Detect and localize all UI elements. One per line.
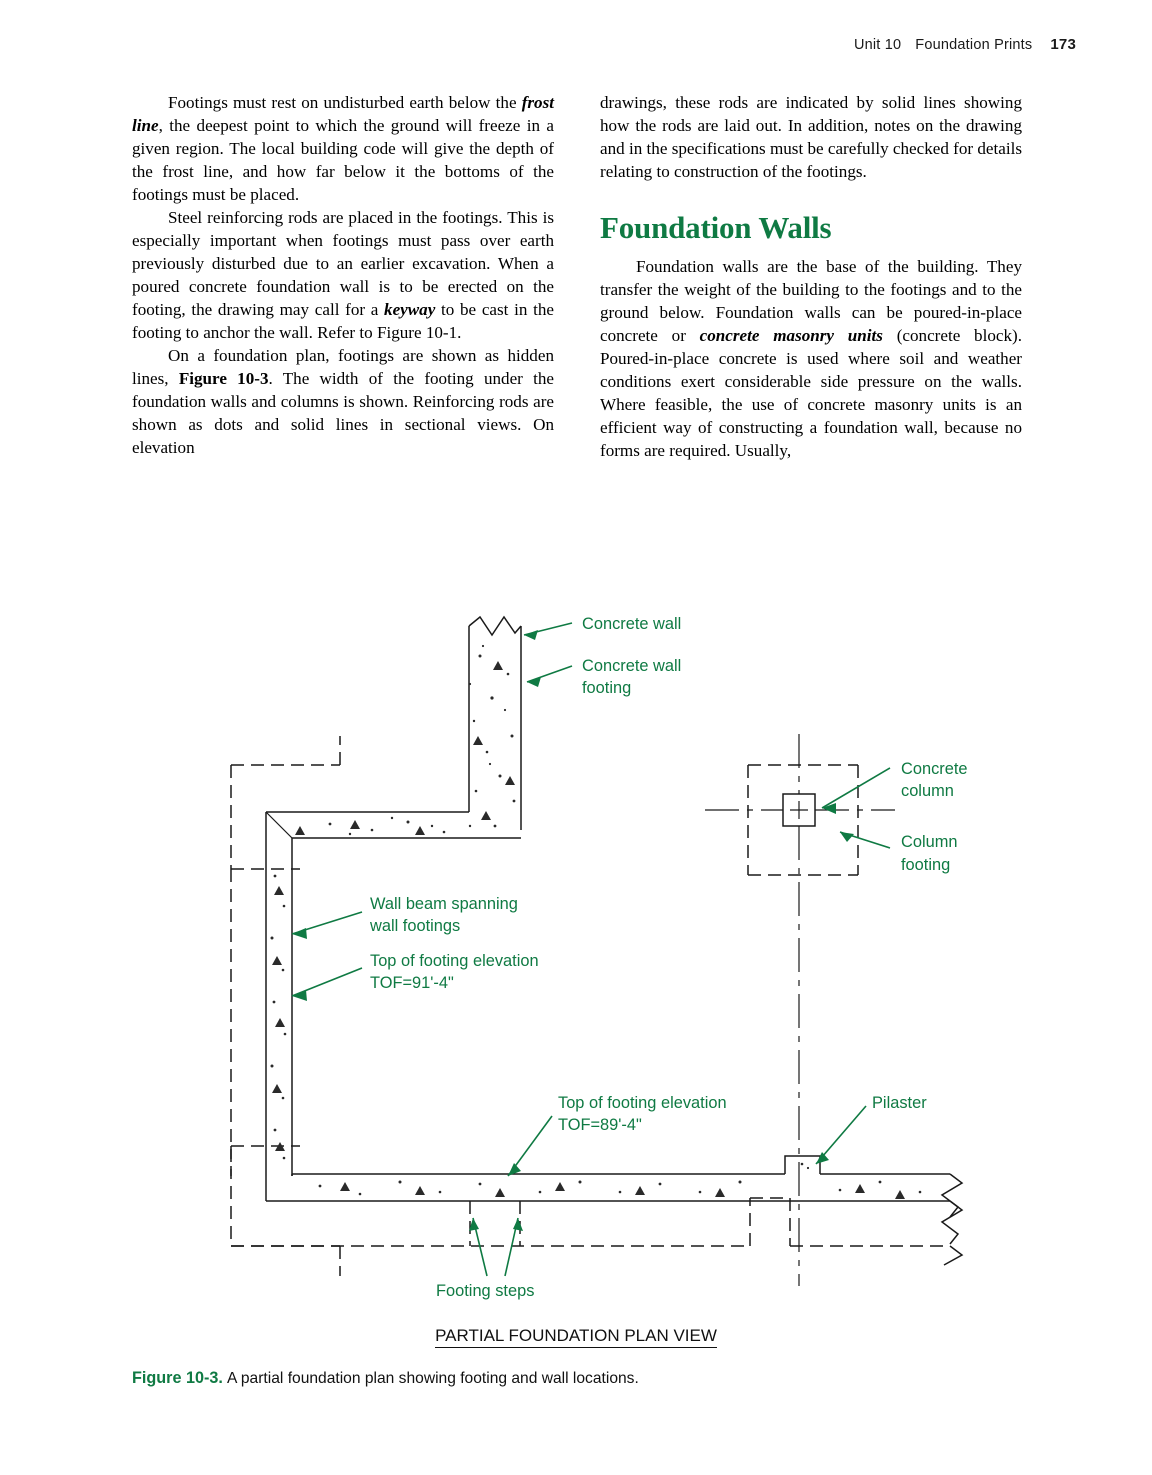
- leader-lines: [292, 623, 890, 1276]
- right-column: [600, 92, 1022, 463]
- annotation-tof-91-line2: TOF=91'-4": [370, 974, 454, 992]
- wall-corner-hatch: [266, 812, 292, 838]
- annotation-wall-beam-line1: Wall beam spanning: [370, 895, 518, 913]
- figure-reference: Figure 10-3: [178, 368, 269, 388]
- term-concrete-masonry-units: concrete masonry units: [699, 325, 883, 345]
- annotation-concrete-wall: Concrete wall: [582, 615, 682, 633]
- page-number: 173: [1050, 36, 1076, 53]
- running-head-unit: Unit 10: [853, 37, 902, 53]
- plan-view-title: PARTIAL FOUNDATION PLAN VIEW: [0, 1326, 1152, 1346]
- body-columns: [132, 92, 1022, 463]
- running-head-title: Foundation Prints: [915, 37, 1033, 53]
- figure-caption-number: Figure 10-3.: [132, 1369, 223, 1387]
- annotation-tof-89-line1: Top of footing elevation: [558, 1094, 727, 1112]
- footing-hidden-lines: [231, 736, 950, 1276]
- plan-geometry: [231, 617, 962, 1286]
- term-frost-line: frost line: [132, 93, 554, 135]
- annotation-tof-89-line2: TOF=89'-4": [558, 1116, 642, 1134]
- paragraph-drawings: drawings, these rods are indicated by solid lines showing how the rods are laid out. In addition, notes on the drawing and in the specifications must be carefully checked for details relating to construction of the footings.: [600, 93, 1022, 181]
- annotation-concrete-column-line2: column: [901, 782, 954, 800]
- plan-annotations: [292, 615, 968, 1300]
- paragraph-reinforcing: Steel reinforcing rods are placed in the footings. This is especially important when footings must pass over earth previously disturbed due to an earlier excavation. When a poured concrete foundation wall is to be erected on the footing, the drawing may call for a keyway to be cast in the footing to anchor the wall. Refer to Figure 10-1.: [132, 207, 554, 342]
- figure-caption-text: A partial foundation plan showing footing and wall locations.: [227, 1370, 639, 1387]
- paragraph-foundation-plan: On a foundation plan, footings are shown as hidden lines, Figure 10-3. The width of the footing under the foundation walls and columns is shown. Reinforcing rods are shown as dots and solid lines in sectional views. On elevation: [132, 345, 554, 457]
- foundation-plan-drawing: [0, 586, 1152, 1376]
- figure-caption: [132, 1368, 1032, 1388]
- break-line-footing-right: [942, 1201, 962, 1244]
- left-column: [132, 92, 554, 463]
- annotation-column-footing-line2: footing: [901, 856, 951, 874]
- column-grid-lines: [705, 734, 895, 1286]
- annotation-wall-beam-line2: wall footings: [370, 917, 461, 935]
- break-line-top: [469, 617, 521, 635]
- section-heading-foundation-walls: Foundation Walls: [600, 209, 832, 245]
- leader-concrete-column: [822, 768, 890, 808]
- paragraph-footings: Footings must rest on undisturbed earth below the frost line, the deepest point to which the ground will freeze in a given region. The local building code will give the depth of the frost line, and how far below it the bottoms of the footings must be placed.: [132, 93, 554, 204]
- annotation-pilaster: Pilaster: [872, 1094, 927, 1112]
- annotation-footing-steps: Footing steps: [436, 1282, 535, 1300]
- annotation-concrete-wall-footing-line2: footing: [582, 679, 632, 697]
- paragraph-foundation-walls: Foundation walls are the base of the building. They transfer the weight of the building to the footings and to the ground below. Foundation walls can be poured-in-place concrete or concrete masonry units (concrete block). Poured-in-place concrete is used where soil and weather conditions exert considerable side pressure on the walls. Where feasible, the use of concrete masonry units is an efficient way of constructing a foundation wall, because no forms are required. Usually,: [600, 256, 1022, 460]
- column-center-cross: [790, 801, 808, 819]
- break-line-bottom-right: [942, 1174, 962, 1217]
- annotation-concrete-wall-footing-line1: Concrete wall: [582, 657, 682, 675]
- break-line-footing-edge: [944, 1246, 962, 1265]
- term-keyway: keyway: [384, 299, 436, 319]
- annotation-column-footing-line1: Column: [901, 833, 958, 851]
- running-head: [854, 36, 1076, 53]
- figure-10-3: [0, 586, 1152, 1376]
- annotation-tof-91-line1: Top of footing elevation: [370, 952, 539, 970]
- annotation-concrete-column-line1: Concrete: [901, 760, 968, 778]
